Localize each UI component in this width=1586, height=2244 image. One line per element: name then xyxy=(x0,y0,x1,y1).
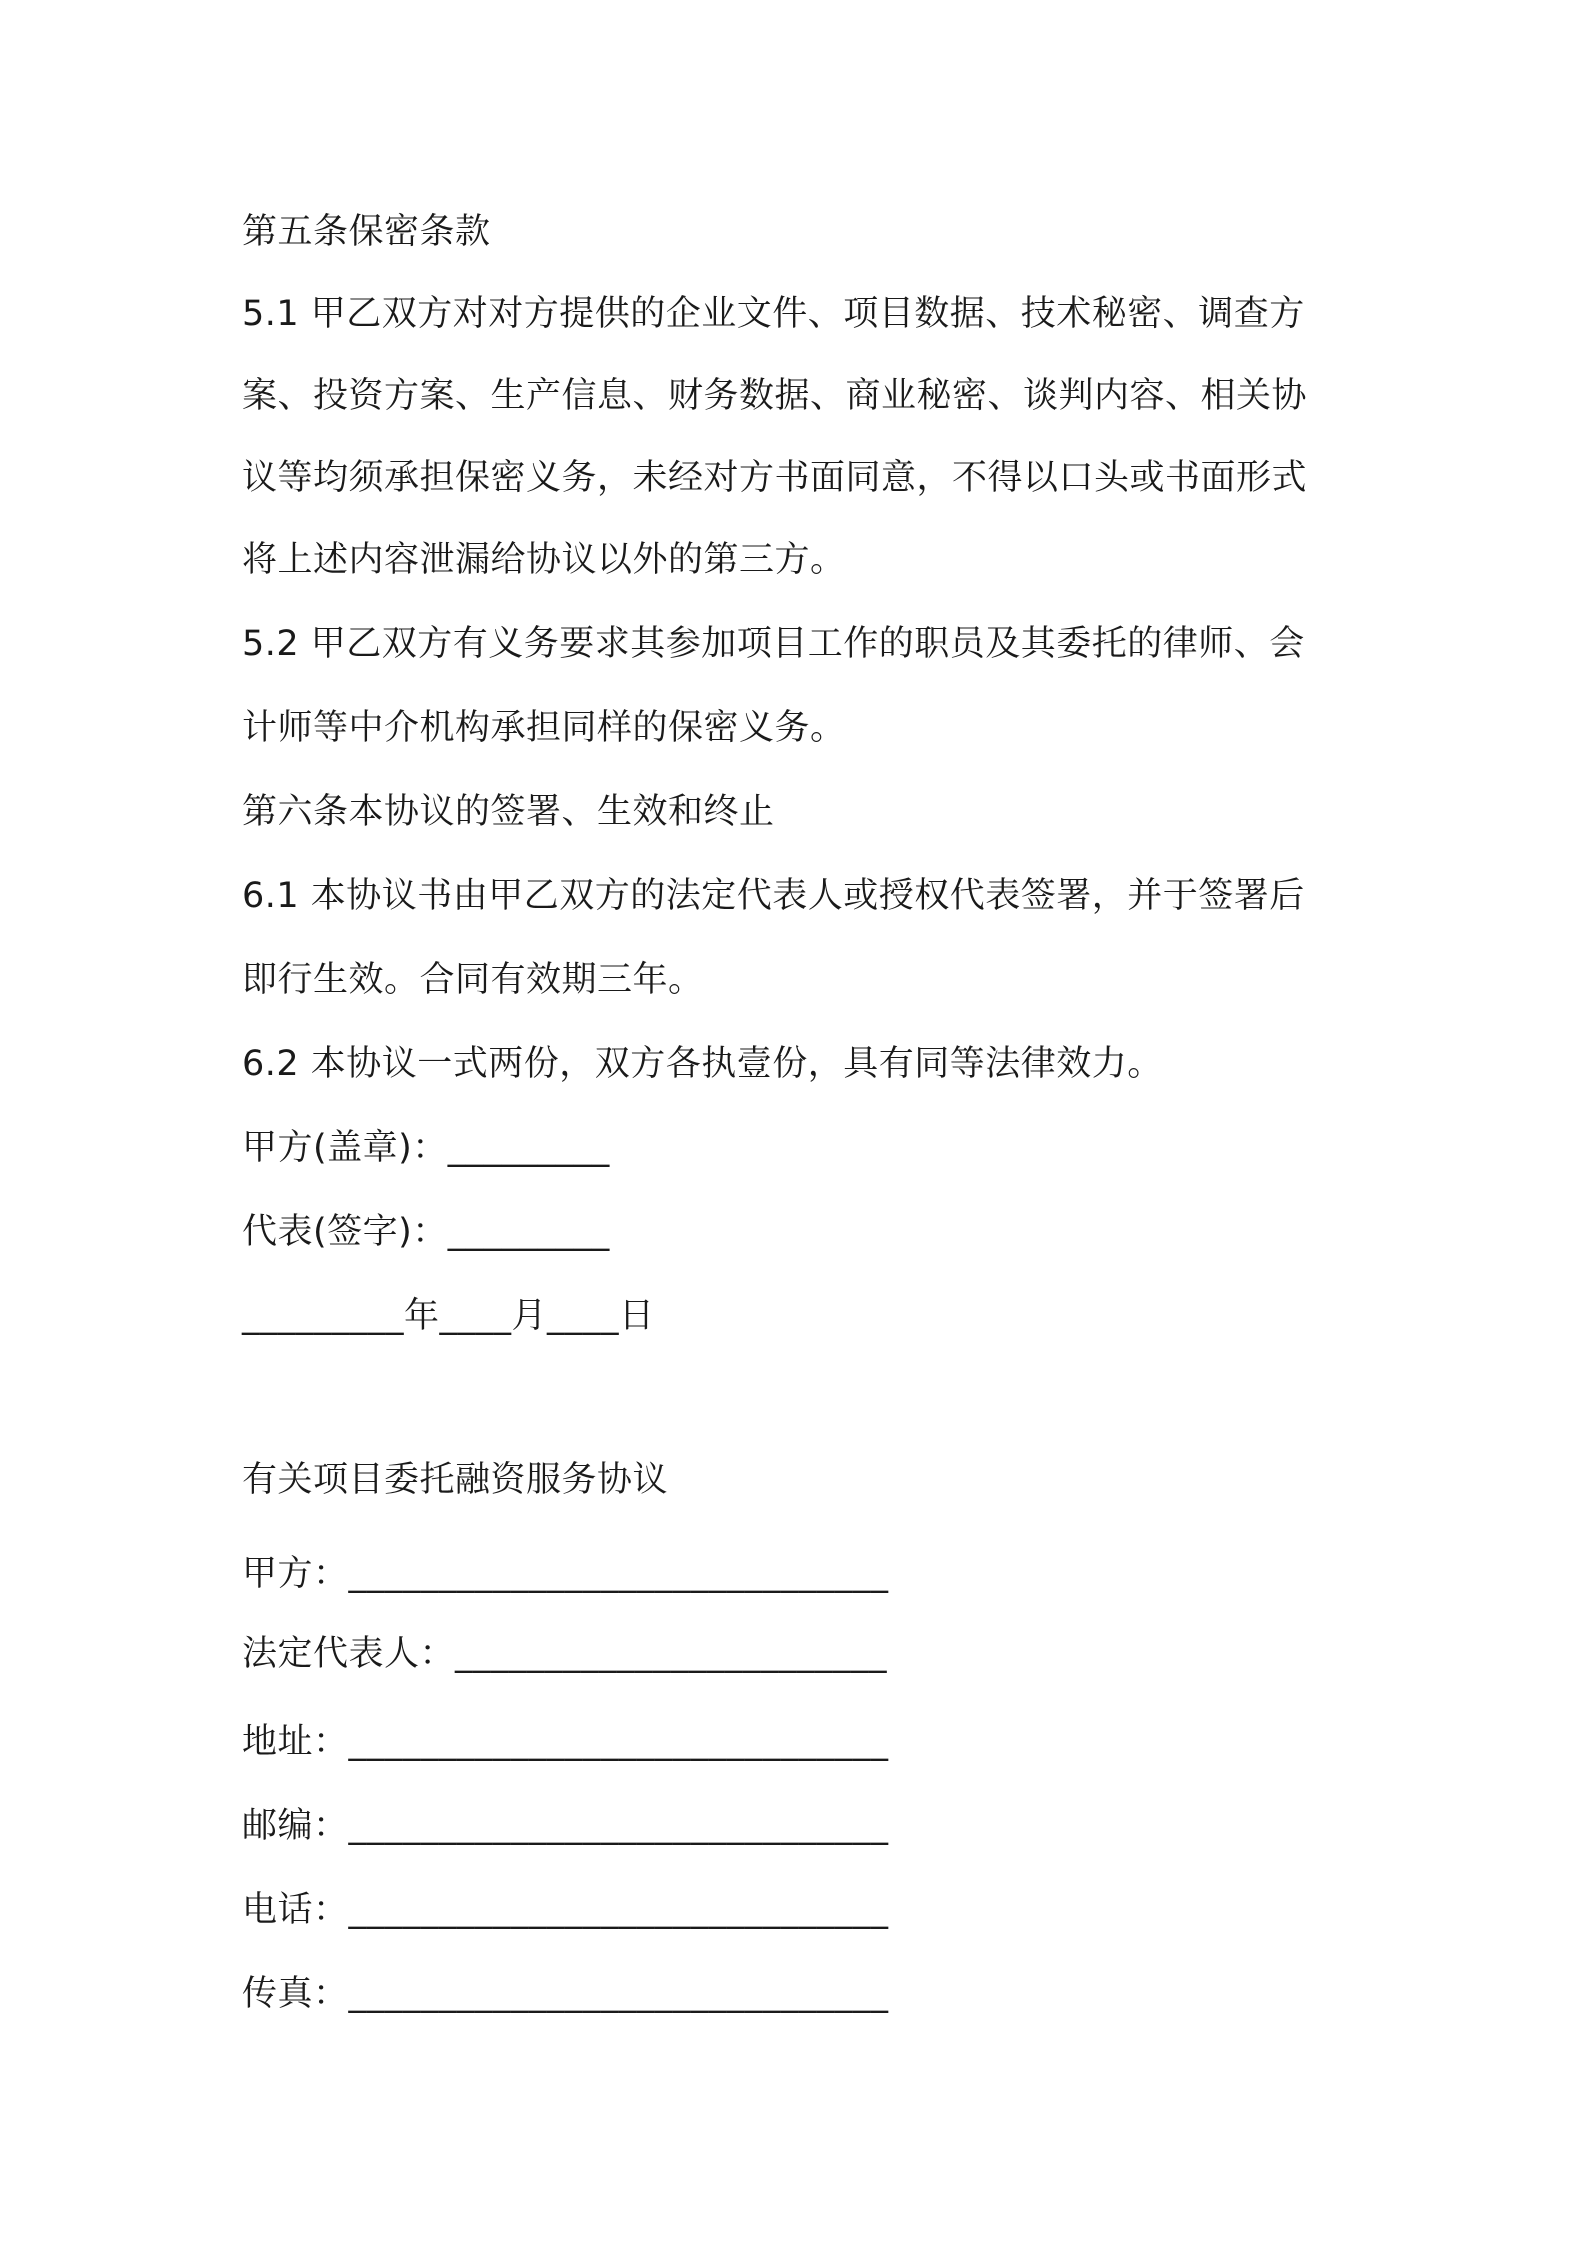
address-field: 地址：______________________________ xyxy=(242,1722,889,1762)
agreement-title: 有关项目委托融资服务协议 xyxy=(242,1460,669,1500)
article-6-heading: 第六条本协议的签署、生效和终止 xyxy=(242,792,775,832)
representative-sign-field: 代表(签字)：_________ xyxy=(242,1212,610,1252)
party-a-field: 甲方：______________________________ xyxy=(242,1554,889,1594)
clause-6-1-line-1: 6.1 本协议书由甲乙双方的法定代表人或授权代表签署，并于签署后 xyxy=(242,876,1305,916)
clause-5-1-line-2: 案、投资方案、生产信息、财务数据、商业秘密、谈判内容、相关协 xyxy=(242,376,1308,416)
fax-field: 传真：______________________________ xyxy=(242,1974,889,2014)
date-field: _________年____月____日 xyxy=(242,1296,655,1336)
article-5-heading: 第五条保密条款 xyxy=(242,212,491,252)
clause-6-2: 6.2 本协议一式两份，双方各执壹份，具有同等法律效力。 xyxy=(242,1044,1163,1084)
party-a-seal-field: 甲方(盖章)：_________ xyxy=(242,1128,610,1168)
phone-field: 电话：______________________________ xyxy=(242,1890,889,1930)
legal-representative-field: 法定代表人：________________________ xyxy=(242,1634,888,1674)
clause-5-1-line-4: 将上述内容泄漏给协议以外的第三方。 xyxy=(242,540,846,580)
clause-5-1-line-3: 议等均须承担保密义务，未经对方书面同意，不得以口头或书面形式 xyxy=(242,458,1308,498)
clause-5-2-line-2: 计师等中介机构承担同样的保密义务。 xyxy=(242,708,846,748)
postcode-field: 邮编：______________________________ xyxy=(242,1806,889,1846)
clause-5-1-line-1: 5.1 甲乙双方对对方提供的企业文件、项目数据、技术秘密、调查方 xyxy=(242,294,1305,334)
clause-6-1-line-2: 即行生效。合同有效期三年。 xyxy=(242,960,704,1000)
clause-5-2-line-1: 5.2 甲乙双方有义务要求其参加项目工作的职员及其委托的律师、会 xyxy=(242,624,1305,664)
